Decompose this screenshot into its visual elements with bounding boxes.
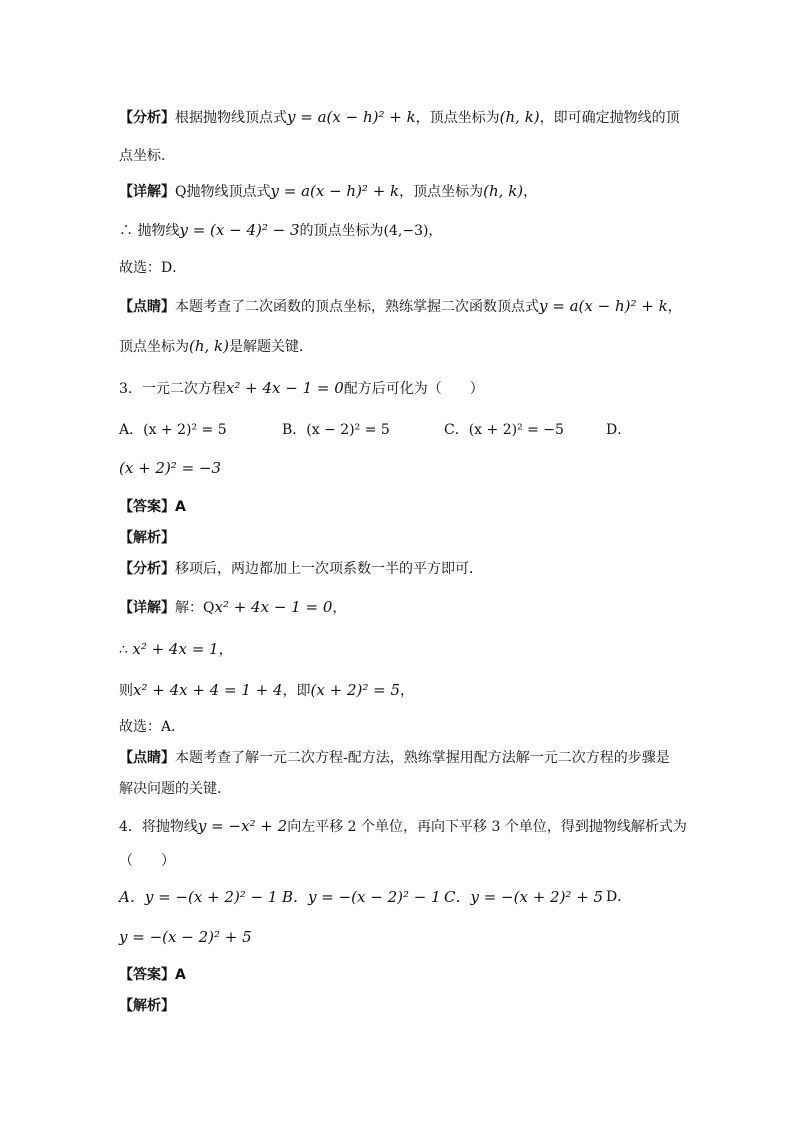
q3-detail-text1: 解：Q (175, 600, 215, 616)
q3-detail-formula1: x² + 4x − 1 = 0 (214, 598, 333, 616)
q2-comment-line2-a: 顶点坐标为 (119, 339, 189, 355)
q2-analysis-text4: 点坐标． (119, 148, 175, 164)
q3-analysis-line (119, 559, 694, 579)
q2-comment-line2-vertex: (h, k) (189, 337, 229, 355)
q4-stem-b: 向左平移 2 个单位，再向下平移 3 个单位，得到抛物线解析式为 (287, 819, 687, 835)
q2-detail-line2-formula: y = (x − 4)² − 3 (179, 221, 300, 239)
q3-comment-tag: 【点睛】 (119, 750, 175, 766)
q3-stem-b: 配方后可化为（ ） (343, 381, 484, 397)
q3-stem-formula: x² + 4x − 1 = 0 (225, 379, 344, 397)
q2-analysis-vertex: (h, k) (499, 108, 540, 126)
q4-stem-line1 (119, 816, 694, 837)
q3-answer-line (119, 497, 694, 517)
q3-answer-select: 故选：A． (119, 719, 186, 735)
q2-comment-line2-b: 是解题关键． (229, 339, 313, 355)
q2-detail-text2: ，顶点坐标为 (399, 184, 484, 200)
q3-detail-tag: 【详解】 (119, 600, 175, 616)
q2-comment-line1 (119, 296, 694, 317)
q2-detail-formula: y = a(x − h)² + k (270, 182, 400, 200)
q3-explain: 【解析】 (119, 530, 175, 546)
q2-detail-line2-b: 的顶点坐标为(4,−3)， (299, 223, 443, 239)
q3-detail-line2-formula: x² + 4x = 1 (132, 640, 219, 658)
q3-detail-text2: ， (332, 600, 347, 616)
q2-analysis-text1: 根据抛物线顶点式 (175, 110, 287, 126)
q2-analysis-tag: 【分析】 (119, 110, 175, 126)
q4-option-c: C．y = −(x + 2)² + 5 (444, 888, 604, 906)
q3-comment-line1 (119, 748, 694, 768)
q4-stem-line2 (119, 851, 694, 871)
q3-answer: 【答案】A (119, 499, 186, 515)
q3-detail-line3-formula2: (x + 2)² = 5 (310, 681, 401, 699)
q3-option-c: C．(x + 2)² = −5 (444, 422, 564, 438)
q2-analysis-line1 (119, 107, 694, 128)
q2-comment-text2: ， (667, 299, 682, 315)
q3-detail-line2-b: ， (218, 642, 233, 658)
q3-comment-text1: 本题考查了解一元二次方程-配方法，熟练掌握用配方法解一元二次方程的步骤是 (175, 750, 670, 766)
q2-detail-line2 (119, 220, 694, 241)
q2-detail-vertex: (h, k) (483, 182, 524, 200)
q2-detail-tag: 【详解】 (119, 184, 175, 200)
q2-answer-line (119, 258, 694, 278)
q3-option-a: A．(x + 2)² = 5 (119, 422, 227, 438)
q4-explain: 【解析】 (119, 998, 175, 1014)
q3-option-d-label: D． (606, 422, 632, 438)
q2-analysis-text3: ，即可确定抛物线的顶 (539, 110, 680, 126)
q3-detail-line1 (119, 597, 694, 618)
q2-answer-text: 故选：D． (119, 260, 187, 276)
q3-answer-select-line (119, 717, 694, 737)
q3-option-d: (x + 2)² = −3 (119, 459, 222, 477)
q4-stem-a: 4．将抛物线 (119, 819, 198, 835)
q2-detail-text1: Q抛物线顶点式 (175, 184, 271, 200)
q3-analysis-text: 移项后，两边都加上一次项系数一半的平方即可． (175, 561, 483, 577)
q3-detail-line3-a: 则 (119, 683, 133, 699)
q3-comment-text2: 解决问题的关键． (119, 781, 231, 797)
q2-analysis-line2 (119, 146, 694, 166)
q2-analysis-formula: y = a(x − h)² + k (287, 108, 416, 126)
q2-detail-line2-a: ∴ 抛物线 (119, 223, 180, 239)
q4-option-d: y = −(x − 2)² + 5 (119, 928, 252, 946)
q3-explain-line (119, 528, 694, 548)
q3-detail-line2 (119, 639, 694, 660)
q3-detail-line3-c: ， (400, 683, 415, 699)
q3-option-d-line (119, 458, 694, 479)
q3-comment-line2 (119, 779, 694, 799)
q3-stem-a: 3．一元二次方程 (119, 381, 226, 397)
q4-option-b: B．y = −(x − 2)² − 1 (282, 888, 441, 906)
q4-option-a: A．y = −(x + 2)² − 1 (119, 888, 278, 906)
q4-stem-formula: y = −x² + 2 (197, 817, 288, 835)
q2-comment-text1: 本题考查了二次函数的顶点坐标，熟练掌握二次函数顶点式 (175, 299, 539, 315)
q3-analysis-tag: 【分析】 (119, 561, 175, 577)
q4-option-d-label: D． (606, 889, 632, 905)
q3-detail-line3-formula1: x² + 4x + 4 = 1 + 4 (133, 681, 283, 699)
q3-detail-line3-b: ，即 (282, 683, 311, 699)
q4-stem-c: （ ） (119, 853, 175, 869)
q2-comment-line2 (119, 336, 694, 357)
q2-analysis-text2: ，顶点坐标为 (415, 110, 500, 126)
q3-detail-line3 (119, 680, 694, 701)
q2-detail-text3: ， (523, 184, 538, 200)
q2-comment-tag: 【点睛】 (119, 299, 175, 315)
q3-detail-line2-a: ∴ (119, 642, 133, 658)
q4-answer: 【答案】A (119, 967, 186, 983)
q4-answer-line (119, 965, 694, 985)
q2-comment-formula: y = a(x − h)² + k (539, 297, 668, 315)
q4-option-d-line (119, 927, 694, 948)
q4-explain-line (119, 996, 694, 1016)
q2-detail-line1 (119, 181, 694, 202)
q3-option-b: B．(x − 2)² = 5 (282, 422, 390, 438)
q3-stem (119, 378, 694, 399)
